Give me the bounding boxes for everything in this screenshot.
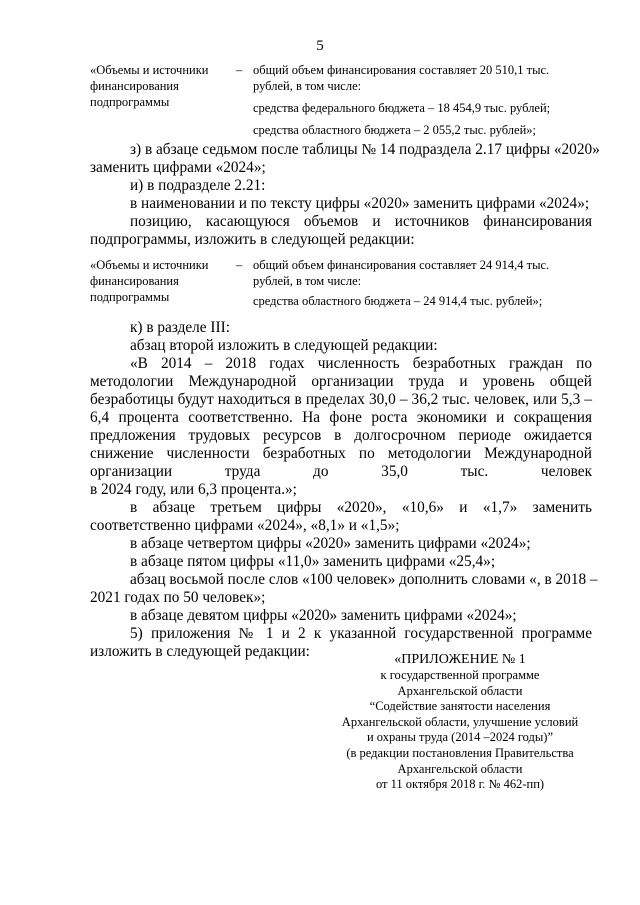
table-label-line: «Объемы и источники xyxy=(90,63,209,77)
table-label-line: финансирования xyxy=(90,79,179,93)
appendix-line: (в редакции постановления Правительства xyxy=(346,745,574,760)
appendix-line: и охраны труда (2014 –2024 годы)” xyxy=(366,730,554,745)
appendix-heading xyxy=(330,651,590,793)
paragraph-line: в абзаце четвертом цифры «2020» заменить цифрами «2024»; xyxy=(130,535,531,552)
appendix-line: Архангельской области, улучшение условий xyxy=(341,714,579,729)
paragraph-line: в абзаце пятом цифры «11,0» заменить цифрами «25,4»; xyxy=(130,553,496,570)
paragraph-line: в абзаце третьем цифры «2020», «10,6» и «1,7» заменить xyxy=(130,499,592,516)
paragraph-line: 2021 годах по 50 человек»; xyxy=(90,589,266,606)
table-value-line: средства областного бюджета – 2 055,2 тыс. рублей»; xyxy=(253,123,536,137)
appendix-line: «ПРИЛОЖЕНИЕ № 1 xyxy=(394,652,526,667)
paragraph-line: в 2024 году, или 6,3 процента.»; xyxy=(90,481,297,498)
table-label-line: подпрограммы xyxy=(90,290,170,304)
paragraph-line: 5) приложения № 1 и 2 к указанной государственной программе xyxy=(130,625,592,642)
table-dash: – xyxy=(236,258,243,272)
paragraph-line: соответственно цифрами «2024», «8,1» и «1,5»; xyxy=(90,517,400,534)
appendix-line: “Содействие занятости населения xyxy=(369,699,551,714)
paragraph-line: абзац восьмой после слов «100 человек» дополнить словами «, в 2018 – xyxy=(130,571,598,588)
paragraph-line: з) в абзаце седьмом после таблицы № 14 подраздела 2.17 цифры «2020» xyxy=(130,141,600,158)
paragraph-line: абзац второй изложить в следующей редакции: xyxy=(130,337,438,354)
appendix-line: к государственной программе xyxy=(380,668,540,682)
paragraph-line: методологии Международной организации труда и уровень общей xyxy=(90,373,592,390)
table-value-line: общий объем финансирования составляет 24 914,4 тыс. xyxy=(253,258,550,272)
appendix-line: Архангельской области xyxy=(397,683,523,698)
table-label-line: подпрограммы xyxy=(90,95,170,109)
appendix-line: Архангельской области xyxy=(397,761,523,776)
table-value-line: средства областного бюджета – 24 914,4 тыс. рублей»; xyxy=(253,294,543,308)
table-label-line: финансирования xyxy=(90,274,179,288)
table-dash: – xyxy=(236,63,243,77)
paragraph-line: предложения трудовых ресурсов в долгосрочном периоде ожидается xyxy=(90,427,592,444)
table-value-line: рублей, в том числе: xyxy=(253,79,362,93)
table-label xyxy=(90,257,230,305)
paragraph-line: и) в подразделе 2.21: xyxy=(130,177,266,194)
paragraph-line: «В 2014 – 2018 годах численность безработных граждан по xyxy=(130,355,592,372)
paragraph-line: 6,4 процента соответственно. На фоне роста экономики и сокращения xyxy=(90,409,592,426)
paragraph-line: к) в разделе III: xyxy=(130,319,230,336)
table-value-line: средства федерального бюджета – 18 454,9 тыс. рублей; xyxy=(253,101,551,115)
paragraph-line: в наименовании и по тексту цифры «2020» заменить цифрами «2024»; xyxy=(130,195,590,212)
table-value-line: рублей, в том числе: xyxy=(253,274,362,288)
paragraph-line: изложить в следующей редакции: xyxy=(90,643,310,660)
page-number: 5 xyxy=(316,38,324,54)
paragraph-line: позицию, касающуюся объемов и источников финансирования xyxy=(130,213,592,230)
paragraph-line: снижение численности безработных по методологии Международной xyxy=(90,445,592,462)
table-value xyxy=(253,62,583,138)
appendix-line: от 11 октября 2018 г. № 462-пп) xyxy=(375,777,545,792)
paragraph-line: организации труда до 35,0 тыс. человек xyxy=(90,463,592,480)
paragraph-line: заменить цифрами «2024»; xyxy=(90,159,266,176)
table-label xyxy=(90,62,230,110)
table-label-line: «Объемы и источники xyxy=(90,258,209,272)
table-value-line: общий объем финансирования составляет 20 510,1 тыс. xyxy=(253,63,550,77)
table-value xyxy=(253,257,583,309)
paragraph-line: безработицы будут находиться в пределах 30,0 – 36,2 тыс. человек, или 5,3 – xyxy=(90,391,592,408)
paragraph-line: подпрограммы, изложить в следующей редакции: xyxy=(90,231,415,248)
paragraph-line: в абзаце девятом цифры «2020» заменить цифрами «2024»; xyxy=(130,607,517,624)
